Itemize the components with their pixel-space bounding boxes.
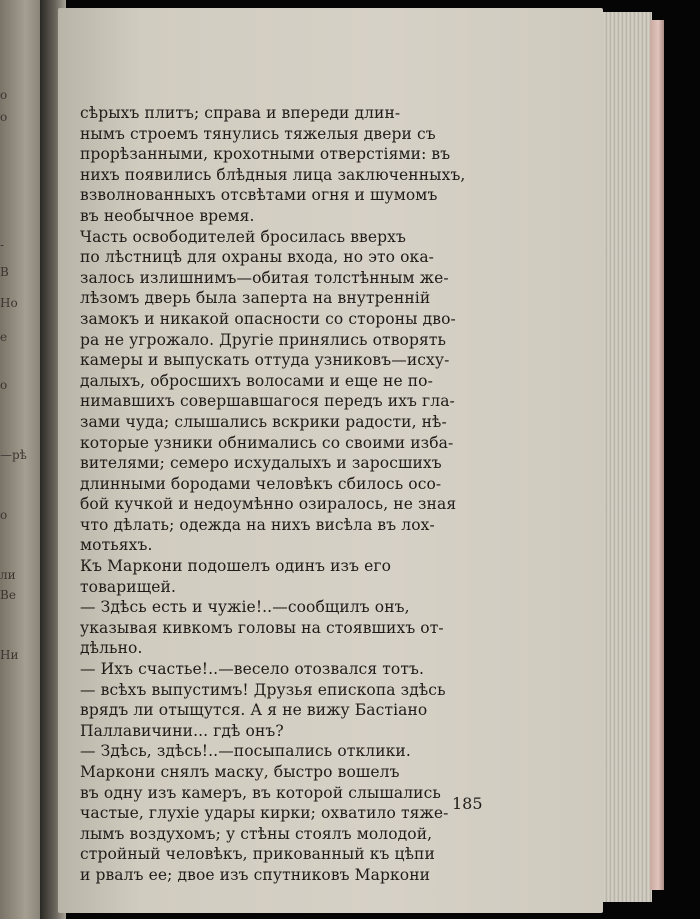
left-fragment: В bbox=[0, 265, 9, 279]
text-line: въ одну изъ камеръ, въ которой слышались bbox=[80, 783, 441, 802]
left-fragment: Ни bbox=[0, 648, 19, 662]
text-line: частые, глухіе удары кирки; охватило тяже- bbox=[80, 804, 449, 823]
left-fragment: - bbox=[0, 238, 5, 252]
text-line: — Ихъ счастье!..—весело отозвался тотъ. bbox=[80, 660, 425, 679]
text-line: что дѣлать; одежда на нихъ висѣла въ лох- bbox=[80, 515, 435, 534]
text-line: лымъ воздухомъ; у стѣны стоялъ молодой, bbox=[80, 824, 433, 843]
text-line: — всѣхъ выпустимъ! Друзья епископа здѣсь bbox=[80, 680, 446, 699]
text-line: Маркони снялъ маску, быстро вошелъ bbox=[80, 763, 400, 781]
text-line: указывая кивкомъ головы на стоявшихъ от- bbox=[80, 618, 444, 637]
text-line: Часть освободителей бросилась вверхъ bbox=[80, 227, 406, 246]
text-line: — Здѣсь, здѣсь!..—посыпались отклики. bbox=[80, 742, 411, 761]
text-line: по лѣстницѣ для охраны входа, но это ока- bbox=[80, 248, 435, 267]
left-fragment: —рѣ bbox=[0, 448, 27, 462]
page-number: 185 bbox=[452, 794, 483, 813]
text-line: и рвалъ ее; двое изъ спутниковъ Маркони bbox=[80, 865, 431, 884]
text-line: врядъ ли отыщутся. А я не вижу Бастіано bbox=[80, 701, 428, 720]
left-fragment: е bbox=[0, 330, 8, 344]
text-line: мотьяхъ. bbox=[80, 536, 153, 555]
text-line: въ необычное время. bbox=[80, 206, 255, 225]
text-line: сѣрыхъ плитъ; справа и впереди длин- bbox=[80, 104, 401, 122]
text-line: прорѣзанными, крохотными отверстіями: въ bbox=[80, 145, 451, 164]
text-line: залось излишнимъ—обитая толстѣнным же- bbox=[80, 268, 449, 287]
text-line: нихъ появились блѣдныя лица заключенныхъ, bbox=[80, 165, 466, 184]
text-line: Паллавичини... гдѣ онъ? bbox=[80, 721, 284, 740]
text-line: ра не угрожало. Другіе принялись отворять bbox=[80, 330, 447, 349]
text-line: стройный человѣкъ, прикованный къ цѣпи bbox=[80, 845, 435, 864]
text-line: вителями; семеро исхудалыхъ и заросшихъ bbox=[80, 454, 442, 473]
text-line: товарищей. bbox=[80, 577, 176, 596]
text-line: камеры и выпускать оттуда узниковъ—исху- bbox=[80, 351, 450, 370]
text-line: замокъ и никакой опасности со стороны дво- bbox=[80, 309, 456, 328]
page-block-edge bbox=[598, 12, 652, 902]
text-line: нымъ строемъ тянулись тяжелыя двери съ bbox=[80, 124, 436, 143]
text-line: лѣзомъ дверь была заперта на внутренній bbox=[80, 289, 431, 308]
text-line: зами чуда; слышались вскрики радости, нѣ- bbox=[80, 412, 447, 431]
left-fragment: о bbox=[0, 110, 8, 124]
text-line: взволнованныхъ отсвѣтами огня и шумомъ bbox=[80, 186, 438, 205]
text-line: длинными бородами человѣкъ сбилось осо- bbox=[80, 474, 442, 493]
text-line: — Здѣсь есть и чужіе!..—сообщилъ онъ, bbox=[80, 598, 410, 617]
page-text bbox=[80, 103, 490, 886]
text-line: нимавшихъ совершавшагося передъ ихъ гла- bbox=[80, 392, 455, 411]
left-fragment: Ве bbox=[0, 588, 16, 602]
text-line: далыхъ, обросшихъ волосами и еще не по- bbox=[80, 371, 433, 390]
text-line: Къ Маркони подошелъ одинъ изъ его bbox=[80, 557, 392, 576]
text-line: дѣльно. bbox=[80, 639, 143, 658]
left-fragment: ли bbox=[0, 568, 16, 582]
text-line: которые узники обнимались со своими изба- bbox=[80, 433, 454, 452]
left-fragment: о bbox=[0, 378, 8, 392]
book-cover-edge bbox=[650, 20, 664, 890]
left-fragment: о bbox=[0, 508, 8, 522]
left-fragment: Но bbox=[0, 296, 18, 310]
text-line: бой кучкой и недоумѣнно озиралось, не зная bbox=[80, 495, 457, 514]
left-fragment: о bbox=[0, 88, 8, 102]
